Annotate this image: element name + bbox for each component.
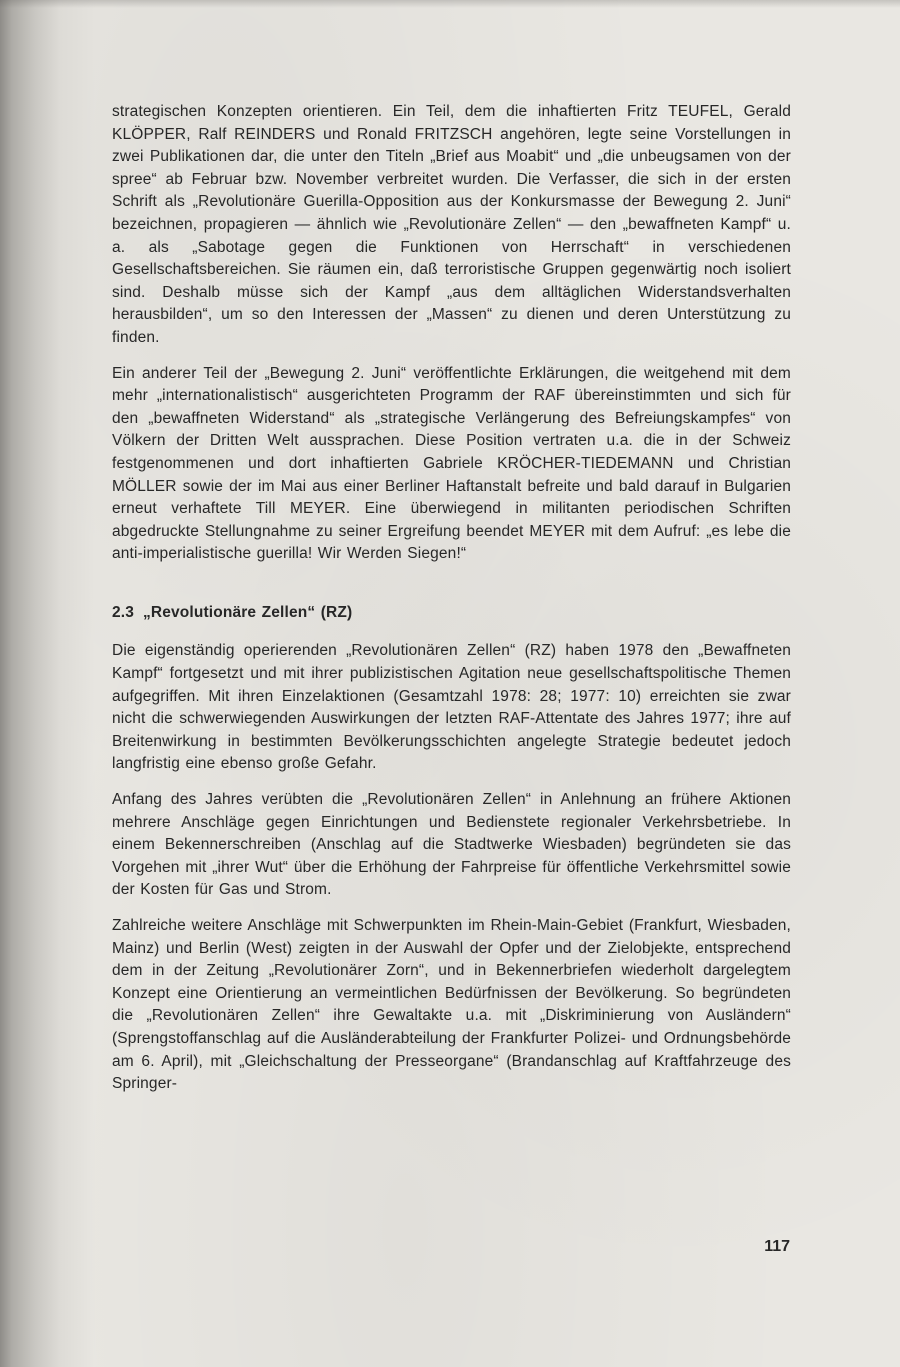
section-number: 2.3	[112, 603, 134, 621]
section-heading	[112, 602, 791, 625]
text-block	[112, 101, 791, 1109]
page-top-shadow	[0, 0, 900, 8]
section-title: „Revolutionäre Zellen“ (RZ)	[143, 603, 353, 621]
paragraph-2: Ein anderer Teil der „Bewegung 2. Juni“ veröffentlichte Erklärungen, die weitgehend mit dem mehr „internationalistisch“ ausgerichteten Programm der RAF übereinstimmten und sich für den „bewaffneten Widerstand“ als „strategische Verlängerung des Befreiungskampfes“ von Völkern der Dritten Welt aussprachen. Diese Position vertraten u.a. die in der Schweiz festgenommenen und dort inhaftierten Gabriele KRÖCHER-TIEDEMANN und Christian MÖLLER sowie der im Mai aus einer Berliner Haftanstalt befreite und bald darauf in Bulgarien erneut verhaftete Till MEYER. Eine überwiegend in militanten periodischen Schriften abgedruckte Stellungnahme zu seiner Ergreifung beendet MEYER mit dem Aufruf: „es lebe die anti-imperialistische guerilla! Wir Werden Siegen!“	[112, 364, 791, 563]
page-gutter-shadow	[0, 0, 95, 1367]
page-number: 117	[764, 1238, 790, 1255]
paragraph-3: Die eigenständig operierenden „Revolutionären Zellen“ (RZ) haben 1978 den „Bewaffneten Kampf“ fortgesetzt und mit ihrer publizistischen Agitation neue gesellschaftspolitische Themen aufgegriffen. Mit ihren Einzelaktionen (Gesamtzahl 1978: 28; 1977: 10) erreichten sie zwar nicht die schwerwiegenden Auswirkungen der letzten RAF-Attentate des Jahres 1977; ihre auf Breitenwirkung in bestimmten Bevölkerungsschichten angelegte Strategie bedeutet jedoch langfristig eine ebenso große Gefahr.	[112, 642, 791, 773]
paragraph-5: Zahlreiche weitere Anschläge mit Schwerpunkten im Rhein-Main-Gebiet (Frankfurt, Wiesbaden, Mainz) und Berlin (West) zeigten in der Auswahl der Opfer und der Zielobjekte, entsprechend dem in der Zeitung „Revolutionärer Zorn“, und in Bekennerbriefen wiederholt dargelegtem Konzept eine Orientierung an vermeintlichen Bedürfnissen der Bevölkerung. So begründeten die „Revolutionären Zellen“ ihre Gewaltakte u.a. mit „Diskriminierung von Ausländern“ (Sprengstoffanschlag auf die Ausländerabteilung der Frankfurter Polizei- und Ordnungsbehörde am 6. April), mit „Gleichschaltung der Presseorgane“ (Brandanschlag auf Kraftfahrzeuge des Springer-	[112, 917, 791, 1093]
paragraph-4: Anfang des Jahres verübten die „Revolutionären Zellen“ in Anlehnung an frühere Aktionen mehrere Anschläge gegen Einrichtungen und Bedienstete regionaler Verkehrsbetriebe. In einem Bekennerschreiben (Anschlag auf die Stadtwerke Wiesbaden) begründeten sie das Vorgehen mit „ihrer Wut“ über die Erhöhung der Fahrpreise für öffentliche Verkehrsmittel sowie der Kosten für Gas und Strom.	[112, 791, 791, 899]
paragraph-1: strategischen Konzepten orientieren. Ein Teil, dem die inhaftierten Fritz TEUFEL, Gerald KLÖPPER, Ralf REINDERS und Ronald FRITZSCH angehören, legte seine Vorstellungen in zwei Publikationen dar, die unter den Titeln „Brief aus Moabit“ und „die unbeugsamen von der spree“ ab Februar bzw. November verbreitet wurden. Die Verfasser, die sich in der ersten Schrift als „Revolutionäre Guerilla-Opposition aus der Konkursmasse der Bewegung 2. Juni“ bezeichnen, propagieren — ähnlich wie „Revolutionäre Zellen“ — den „bewaffneten Kampf“ u. a. als „Sabotage gegen die Funktionen von Herrschaft“ in verschiedenen Gesellschaftsbereichen. Sie räumen ein, daß terroristische Gruppen gegenwärtig noch isoliert sind. Deshalb müsse sich der Kampf „aus dem alltäglichen Widerstandsverhalten herausbilden“, um so den Interessen der „Massen“ zu dienen und deren Unterstützung zu finden.	[112, 103, 791, 346]
